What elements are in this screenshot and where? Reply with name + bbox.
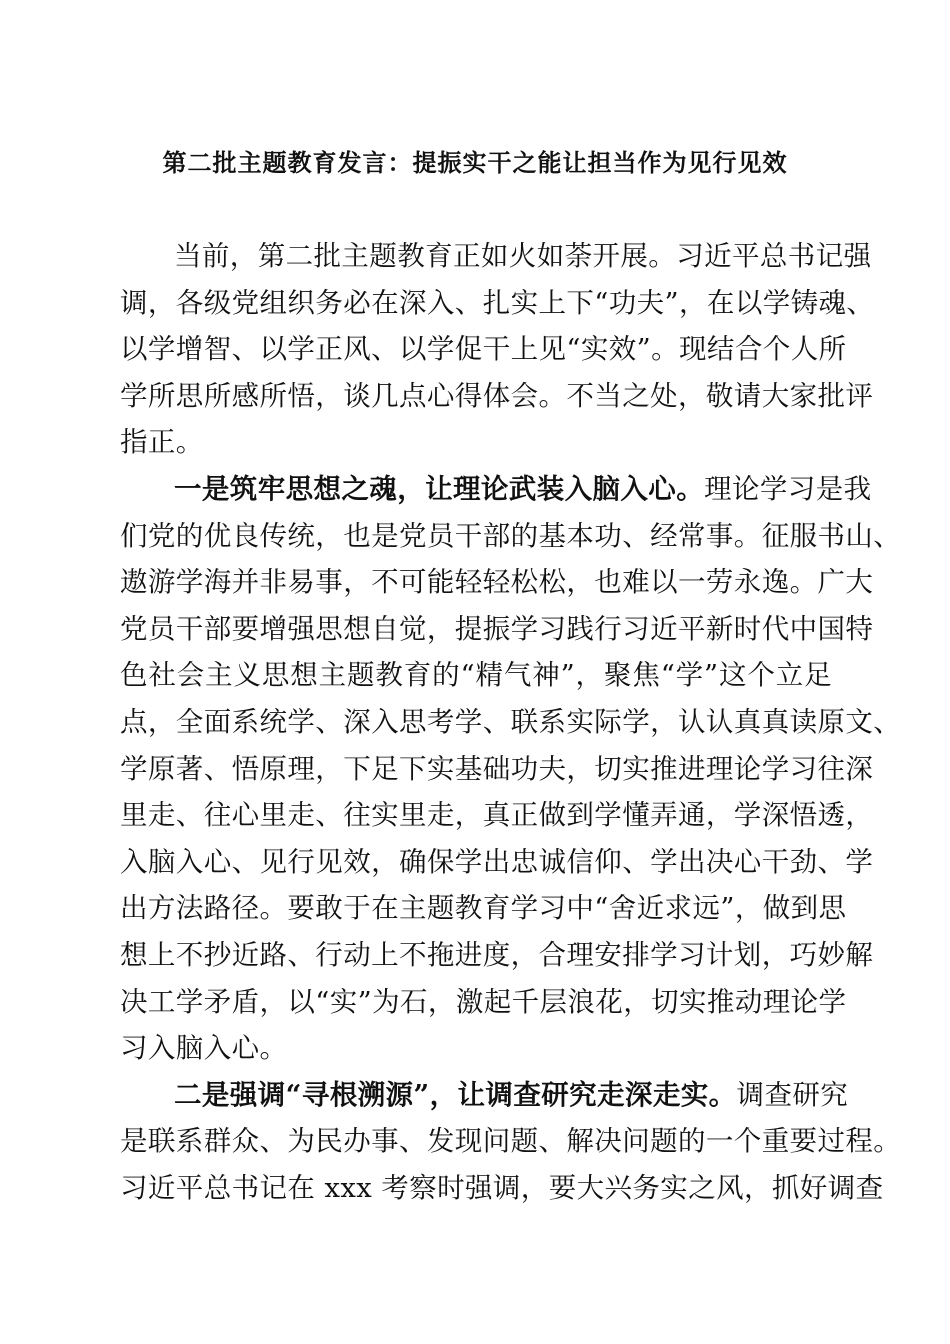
text-line: 遨游学海并非易事，不可能轻轻松松，也难以一劳永逸。广大 (120, 566, 874, 599)
text-line: 点，全面系统学、深入思考学、联系实际学，认认真真读原文、 (120, 705, 902, 738)
text-line: 指正。 (120, 426, 204, 459)
text-line: 习入脑入心。 (120, 1032, 288, 1065)
text-line: 色社会主义思想主题教育的“精气神”，聚焦“学”这个立足 (120, 659, 832, 692)
paragraph-lead: 二是强调“寻根溯源”，让调查研究走深走实。 (174, 1078, 737, 1111)
text-line: 当前，第二批主题教育正如火如荼开展。习近平总书记强 (174, 240, 872, 272)
text-line: 学原著、悟原理，下足下实基础功夫，切实推进理论学习往深 (120, 752, 874, 785)
text-line: 以学增智、以学正风、以学促干上见“实效”。现结合个人所 (120, 333, 847, 366)
document-body (120, 233, 902, 1211)
text-line (120, 466, 872, 513)
text-line: 入脑入心、见行见效，确保学出忠诚信仰、学出决心干劲、学 (120, 845, 874, 878)
text-line: 想上不抄近路、行动上不拖进度，合理安排学习计划，巧妙解 (120, 938, 874, 971)
paragraph-intro (120, 233, 875, 466)
text-line: 决工学矛盾，以“实”为石，激起千层浪花，切实推动理论学 (120, 985, 847, 1018)
document-title: 第二批主题教育发言：提振实干之能让担当作为见行见效 (162, 148, 788, 177)
text-line: 习近平总书记在 xxx 考察时强调，要大兴务实之风，抓好调查 (120, 1171, 884, 1204)
text-line (120, 1072, 849, 1119)
paragraph-point-one (120, 466, 902, 1072)
paragraph-lead: 一是筑牢思想之魂，让理论武装入脑入心。 (174, 472, 705, 505)
text-line: 们党的优良传统，也是党员干部的基本功、经常事。征服书山、 (120, 519, 902, 552)
text-line: 党员干部要增强思想自觉，提振学习践行习近平新时代中国特 (120, 612, 874, 645)
text-line: 里走、往心里走、往实里走，真正做到学懂弄通，学深悟透， (120, 799, 874, 832)
text-line: 是联系群众、为民办事、发现问题、解决问题的一个重要过程。 (120, 1125, 902, 1158)
text-line: 出方法路径。要敢于在主题教育学习中“舍近求远”，做到思 (120, 892, 847, 925)
paragraph-point-two (120, 1072, 902, 1212)
text-line: 调，各级党组织务必在深入、扎实上下“功夫”，在以学铸魂、 (120, 286, 875, 319)
text-run: 调查研究 (736, 1078, 849, 1111)
text-line: 学所思所感所悟，谈几点心得体会。不当之处，敬请大家批评 (120, 379, 874, 412)
text-run: 理论学习是我 (704, 472, 872, 505)
